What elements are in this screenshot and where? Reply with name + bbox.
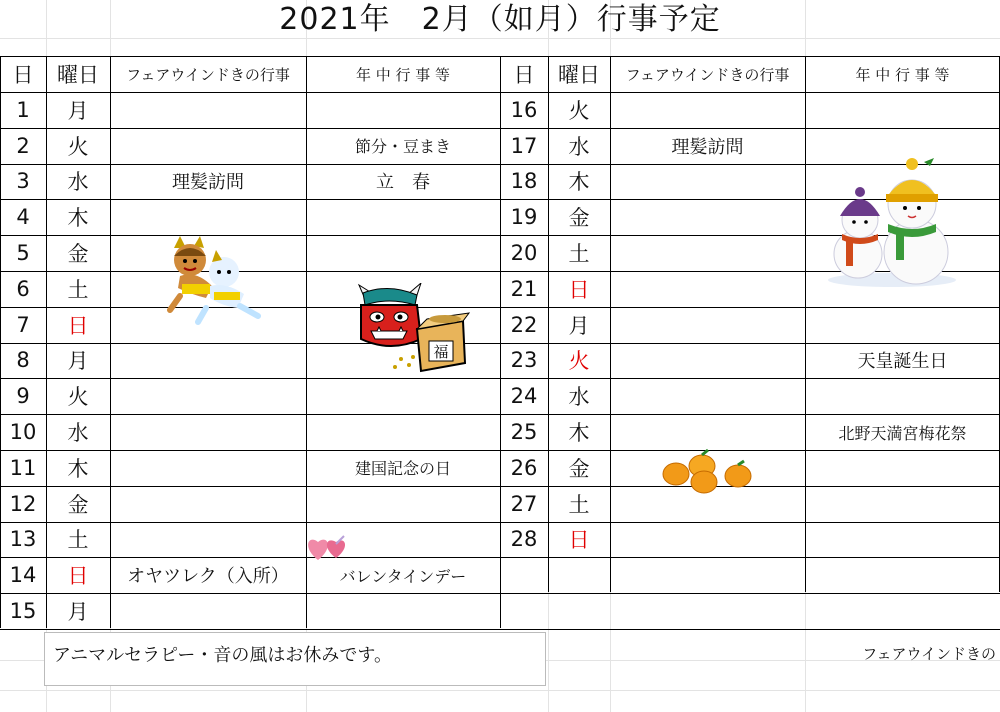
annual-event bbox=[805, 522, 1000, 558]
header-weekday: 曜日 bbox=[558, 63, 600, 87]
weekday: 月 bbox=[568, 313, 590, 338]
facility-event bbox=[110, 92, 306, 128]
day-number: 5 bbox=[16, 241, 30, 266]
day-number: 26 bbox=[510, 455, 538, 480]
annual-event bbox=[805, 92, 1000, 128]
calendar-table bbox=[0, 56, 1000, 628]
facility-event bbox=[110, 199, 306, 235]
facility-name: フェアウインドきの bbox=[862, 645, 996, 663]
day-number: 17 bbox=[510, 133, 538, 158]
mikan-oranges-illustration bbox=[660, 446, 756, 494]
header-annual-events: 年 中 行 事 等 bbox=[355, 65, 451, 84]
weekday: 日 bbox=[568, 277, 590, 302]
weekday: 水 bbox=[568, 134, 590, 159]
annual-event: 北野天満宮梅花祭 bbox=[838, 423, 967, 443]
weekday: 日 bbox=[67, 313, 89, 338]
weekday: 火 bbox=[67, 134, 89, 159]
weekday: 木 bbox=[67, 206, 89, 231]
facility-event: 理髪訪問 bbox=[671, 136, 744, 158]
facility-event bbox=[610, 235, 805, 271]
weekday: 月 bbox=[67, 349, 89, 374]
annual-event: 建国記念の日 bbox=[354, 459, 451, 479]
day-number: 20 bbox=[510, 241, 538, 266]
facility-event bbox=[610, 92, 805, 128]
annual-event bbox=[306, 235, 500, 271]
weekday: 土 bbox=[568, 492, 590, 517]
facility-event bbox=[610, 378, 805, 414]
weekday: 木 bbox=[67, 456, 89, 481]
weekday: 土 bbox=[67, 528, 89, 553]
annual-event bbox=[306, 414, 500, 450]
weekday: 火 bbox=[67, 385, 89, 410]
day-number: 7 bbox=[16, 312, 30, 337]
facility-event: 理髪訪問 bbox=[172, 172, 244, 194]
weekday: 水 bbox=[568, 385, 590, 410]
header-annual-events: 年 中 行 事 等 bbox=[855, 65, 950, 84]
oni-beans-illustration bbox=[355, 283, 470, 375]
weekday: 木 bbox=[568, 421, 590, 446]
annual-event bbox=[306, 199, 500, 235]
weekday: 日 bbox=[67, 564, 89, 589]
facility-event bbox=[110, 486, 306, 522]
facility-event bbox=[610, 414, 805, 450]
day-number: 11 bbox=[9, 455, 37, 480]
weekday: 金 bbox=[67, 242, 89, 267]
facility-event bbox=[610, 343, 805, 379]
day-number: 12 bbox=[9, 491, 37, 516]
annual-event: 天皇誕生日 bbox=[857, 351, 948, 373]
header-day: 日 bbox=[513, 63, 535, 87]
day-number: 2 bbox=[16, 133, 30, 158]
snowmen-illustration bbox=[826, 158, 958, 288]
day-number: 6 bbox=[16, 276, 30, 301]
facility-event: オヤツレク（入所） bbox=[127, 566, 289, 588]
weekday: 土 bbox=[568, 242, 590, 267]
header-weekday: 曜日 bbox=[57, 63, 99, 87]
header-facility-events: フェアウインドきの行事 bbox=[625, 65, 790, 84]
facility-event bbox=[110, 414, 306, 450]
weekday: 木 bbox=[568, 170, 590, 195]
annual-event bbox=[306, 486, 500, 522]
facility-event bbox=[110, 450, 306, 486]
weekday: 金 bbox=[568, 456, 590, 481]
day-number: 18 bbox=[510, 169, 538, 194]
facility-event bbox=[610, 307, 805, 343]
facility-event bbox=[110, 378, 306, 414]
facility-event bbox=[610, 164, 805, 200]
svg-text:福: 福 bbox=[433, 343, 449, 361]
weekday: 水 bbox=[67, 170, 89, 195]
day-number: 16 bbox=[510, 97, 538, 122]
day-number: 23 bbox=[510, 348, 538, 373]
weekday: 金 bbox=[568, 206, 590, 231]
day-number: 13 bbox=[9, 527, 37, 552]
page-title: 2021年 2月（如月）行事予定 bbox=[279, 2, 721, 37]
day-number: 28 bbox=[510, 527, 538, 552]
sheet-gridline bbox=[0, 690, 1000, 691]
facility-event bbox=[610, 271, 805, 307]
annual-event bbox=[805, 450, 1000, 486]
weekday: 火 bbox=[568, 98, 590, 123]
annual-event bbox=[306, 92, 500, 128]
annual-event: バレンタインデー bbox=[339, 566, 467, 586]
header-day: 日 bbox=[12, 63, 34, 87]
weekday: 月 bbox=[67, 98, 89, 123]
annual-event bbox=[306, 593, 500, 629]
oni-children-illustration bbox=[166, 236, 266, 326]
day-number: 25 bbox=[510, 420, 538, 445]
facility-event bbox=[110, 343, 306, 379]
annual-event bbox=[805, 307, 1000, 343]
facility-event bbox=[610, 522, 805, 558]
day-number: 22 bbox=[510, 312, 538, 337]
annual-event bbox=[306, 378, 500, 414]
annual-event bbox=[805, 378, 1000, 414]
facility-event bbox=[110, 128, 306, 164]
annual-event: 節分・豆まき bbox=[354, 137, 451, 157]
day-number: 19 bbox=[510, 205, 538, 230]
weekday: 火 bbox=[568, 349, 590, 374]
day-number: 4 bbox=[16, 205, 30, 230]
weekday: 金 bbox=[67, 492, 89, 517]
hearts-illustration bbox=[306, 530, 352, 564]
notice-box: アニマルセラピー・音の風はお休みです。 bbox=[44, 632, 546, 686]
weekday: 日 bbox=[568, 528, 590, 553]
weekday: 月 bbox=[67, 600, 89, 625]
weekday: 土 bbox=[67, 277, 89, 302]
day-number: 24 bbox=[510, 384, 538, 409]
weekday: 水 bbox=[67, 421, 89, 446]
facility-event bbox=[110, 522, 306, 558]
annual-event bbox=[805, 486, 1000, 522]
day-number: 15 bbox=[9, 599, 37, 624]
facility-event bbox=[610, 199, 805, 235]
facility-event bbox=[110, 593, 306, 629]
day-number: 9 bbox=[16, 384, 30, 409]
day-number: 3 bbox=[16, 169, 30, 194]
day-number: 10 bbox=[9, 420, 37, 445]
day-number: 27 bbox=[510, 491, 538, 516]
table-border bbox=[0, 56, 1000, 57]
day-number: 1 bbox=[16, 97, 30, 122]
header-facility-events: フェアウインドきの行事 bbox=[126, 65, 290, 84]
day-number: 21 bbox=[510, 276, 538, 301]
annual-event: 立 春 bbox=[376, 172, 430, 194]
table-border bbox=[0, 629, 1000, 630]
day-number: 8 bbox=[16, 348, 30, 373]
day-number: 14 bbox=[9, 563, 37, 588]
